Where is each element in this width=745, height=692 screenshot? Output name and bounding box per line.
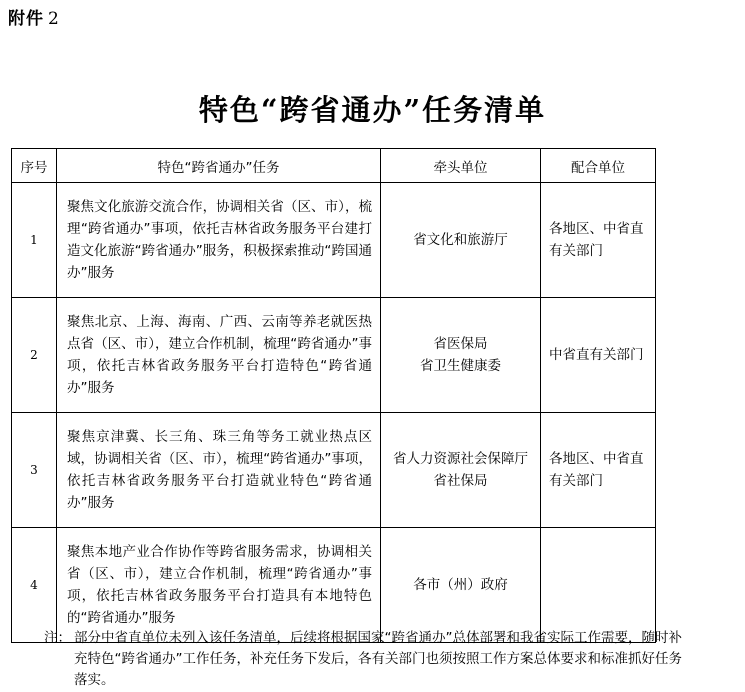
lead-unit: 省人力资源社会保障厅 <box>393 451 528 467</box>
header-coop: 配合单位 <box>541 149 656 183</box>
table-row <box>12 183 656 298</box>
table-header-row <box>12 149 656 183</box>
footnote-text: 部分中省直单位未列入该任务清单，后续将根据国家“跨省通办”总体部署和我省实际工作需要，随时补充特色“跨省通办”工作任务，补充任务下发后，各有关部门也须按照工作方案总体要求和标准抓好任务落实。 <box>74 630 682 688</box>
header-no: 序号 <box>12 149 57 183</box>
row-number: 2 <box>12 298 57 413</box>
attachment-number: 2 <box>48 9 60 29</box>
row-lead <box>381 528 541 643</box>
row-lead <box>381 183 541 298</box>
row-coop <box>541 528 656 643</box>
lead-unit: 省卫生健康委 <box>420 358 501 374</box>
row-coop: 中省直有关部门 <box>541 298 656 413</box>
lead-unit: 省社保局 <box>433 473 488 489</box>
row-task: 聚焦文化旅游交流合作，协调相关省（区、市），梳理“跨省通办”事项，依托吉林省政务服务平台建打造文化旅游“跨省通办”服务，积极探索推动“跨国通办”服务 <box>57 183 381 298</box>
lead-unit: 各市（州）政府 <box>413 577 508 593</box>
attachment-text: 附件 <box>8 9 44 29</box>
row-task: 聚焦本地产业合作协作等跨省服务需求，协调相关省（区、市），建立合作机制，梳理“跨省通办”事项，依托吉林省政务服务平台打造具有本地特色的“跨省通办”服务 <box>57 528 381 643</box>
table-row <box>12 413 656 528</box>
table-row <box>12 298 656 413</box>
footnote <box>44 628 694 691</box>
row-lead <box>381 413 541 528</box>
lead-unit: 省文化和旅游厅 <box>413 232 508 248</box>
row-number: 4 <box>12 528 57 643</box>
lead-unit: 省医保局 <box>433 336 488 352</box>
row-task: 聚焦北京、上海、海南、广西、云南等养老就医热点省（区、市），建立合作机制，梳理“跨省通办”事项，依托吉林省政务服务平台打造特色“跨省通办”服务 <box>57 298 381 413</box>
row-number: 1 <box>12 183 57 298</box>
row-lead <box>381 298 541 413</box>
row-coop: 各地区、中省直有关部门 <box>541 413 656 528</box>
row-number: 3 <box>12 413 57 528</box>
row-task: 聚焦京津冀、长三角、珠三角等务工就业热点区域，协调相关省（区、市），梳理“跨省通办”事项，依托吉林省政务服务平台打造就业特色“跨省通办”服务 <box>57 413 381 528</box>
header-task: 特色“跨省通办”任务 <box>57 149 381 183</box>
attachment-label <box>8 4 60 29</box>
header-lead: 牵头单位 <box>381 149 541 183</box>
document-title: 特色“跨省通办”任务清单 <box>198 93 547 127</box>
row-coop: 各地区、中省直有关部门 <box>541 183 656 298</box>
task-table <box>11 148 656 643</box>
footnote-label: 注： <box>44 630 71 646</box>
table-row <box>12 528 656 643</box>
